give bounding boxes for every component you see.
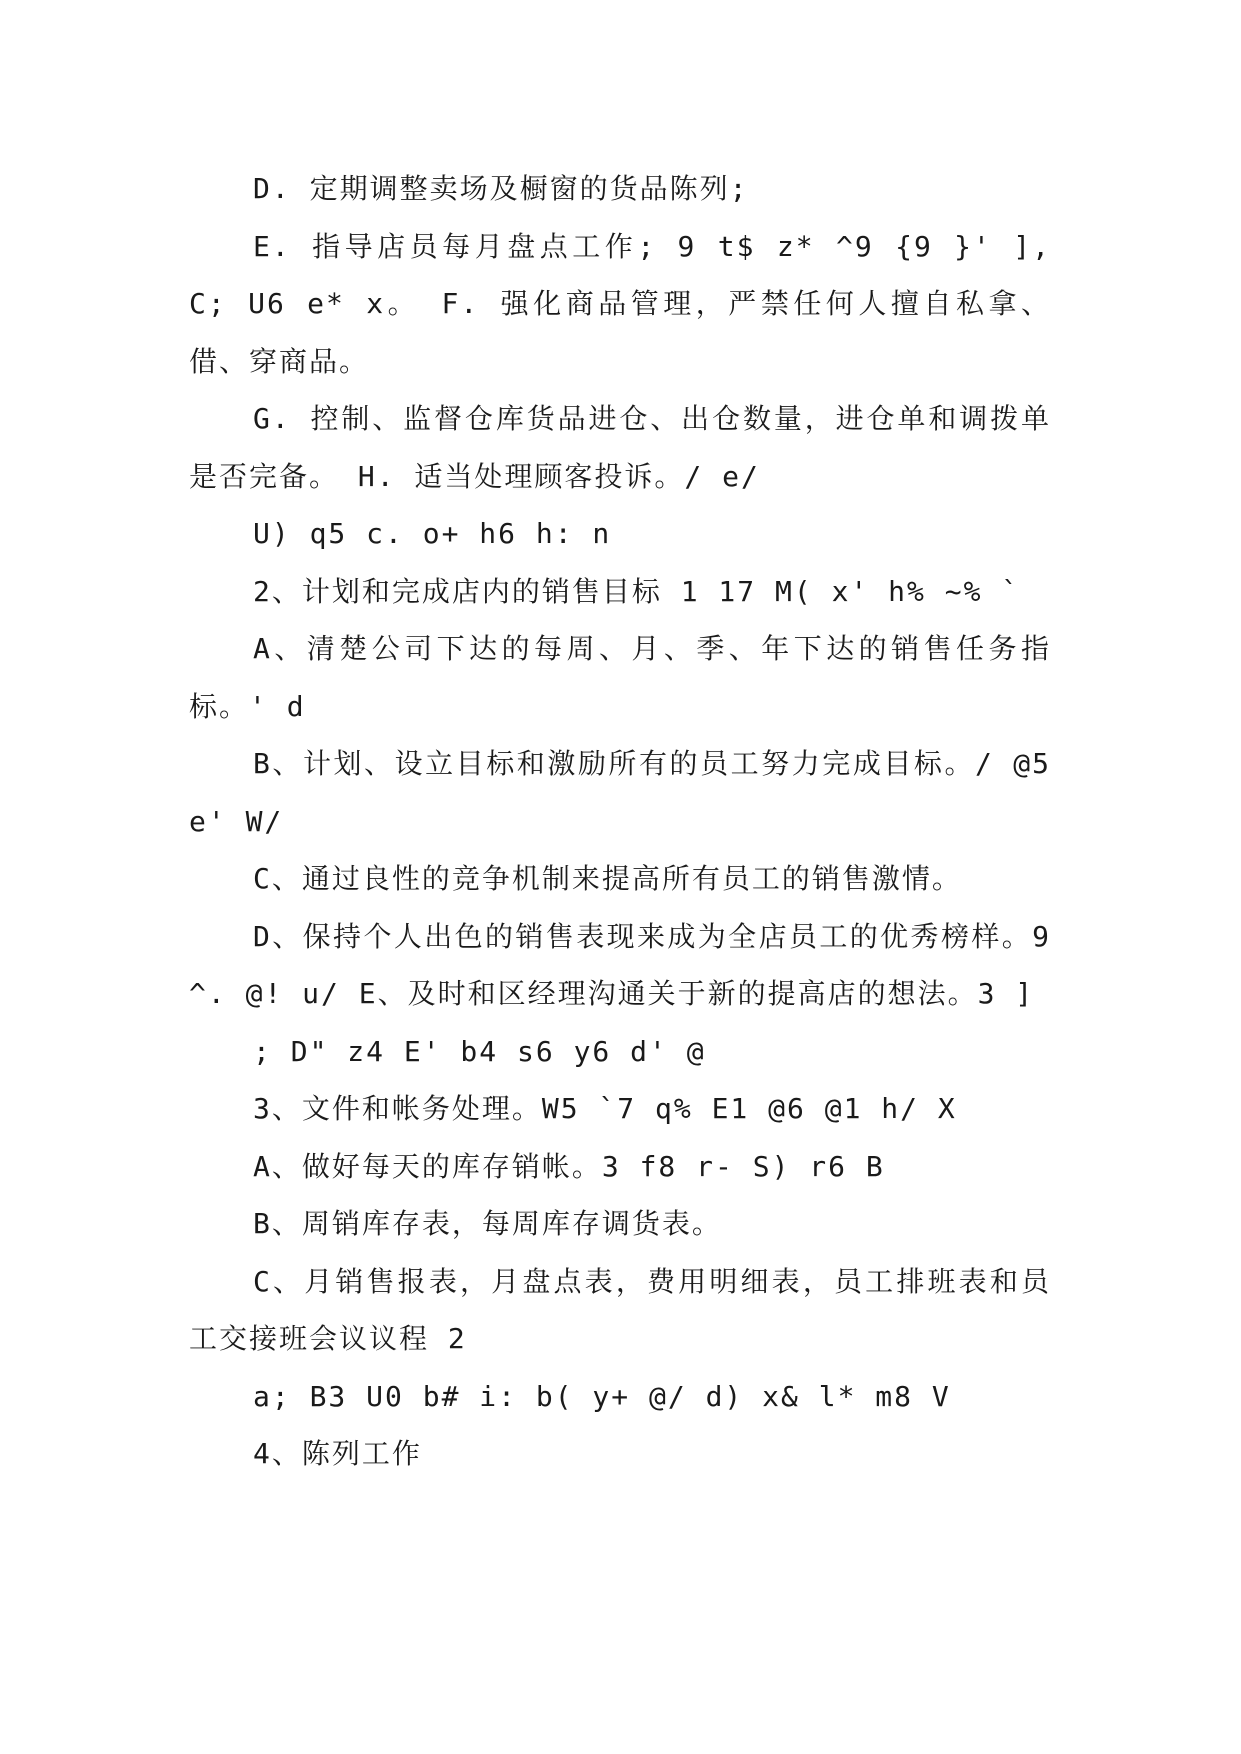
paragraph: 2、计划和完成店内的销售目标 1 17 M( x' h% ~% ` (253, 574, 1021, 608)
paragraph: 3、文件和帐务处理。W5 `7 q% E1 @6 @1 h/ X (253, 1092, 957, 1125)
paragraph: C、通过良性的竞争机制来提高所有员工的销售激情。 (253, 862, 962, 895)
paragraph: A、做好每天的库存销帐。3 f8 r- S) r6 B (253, 1149, 885, 1183)
document-body (189, 160, 1051, 1483)
paragraph: 4、陈列工作 (253, 1437, 422, 1470)
paragraph: B、周销库存表，每周库存调货表。 (253, 1207, 722, 1240)
paragraph: E. 指导店员每月盘点工作; 9 t$ z* ^9 {9 }' ], C; U6 e* x。 F. 强化商品管理，严禁任何人擅自私拿、借、穿商品。 (189, 229, 1051, 378)
paragraph: G. 控制、监督仓库货品进仓、出仓数量，进仓单和调拨单是否完备。 H. 适当处理顾客投诉。/ e/ (189, 402, 1051, 493)
paragraph: C、月销售报表，月盘点表，费用明细表，员工排班表和员工交接班会议议程 2 (189, 1264, 1051, 1355)
paragraph: B、计划、设立目标和激励所有的员工努力完成目标。/ @5 e' W/ (189, 747, 1051, 838)
paragraph: U) q5 c. o+ h6 h: n (253, 517, 612, 550)
paragraph: D、保持个人出色的销售表现来成为全店员工的优秀榜样。9 ^. @! u/ E、及时和区经理沟通关于新的提高店的想法。3 ] (189, 919, 1051, 1010)
paragraph: D. 定期调整卖场及橱窗的货品陈列; (253, 172, 749, 205)
paragraph: a; B3 U0 b# i: b( y+ @/ d) x& l* m8 V (253, 1379, 951, 1413)
paragraph: ; D" z4 E' b4 s6 y6 d' @ (253, 1034, 706, 1068)
paragraph: A、清楚公司下达的每周、月、季、年下达的销售任务指标。' d (189, 632, 1051, 723)
